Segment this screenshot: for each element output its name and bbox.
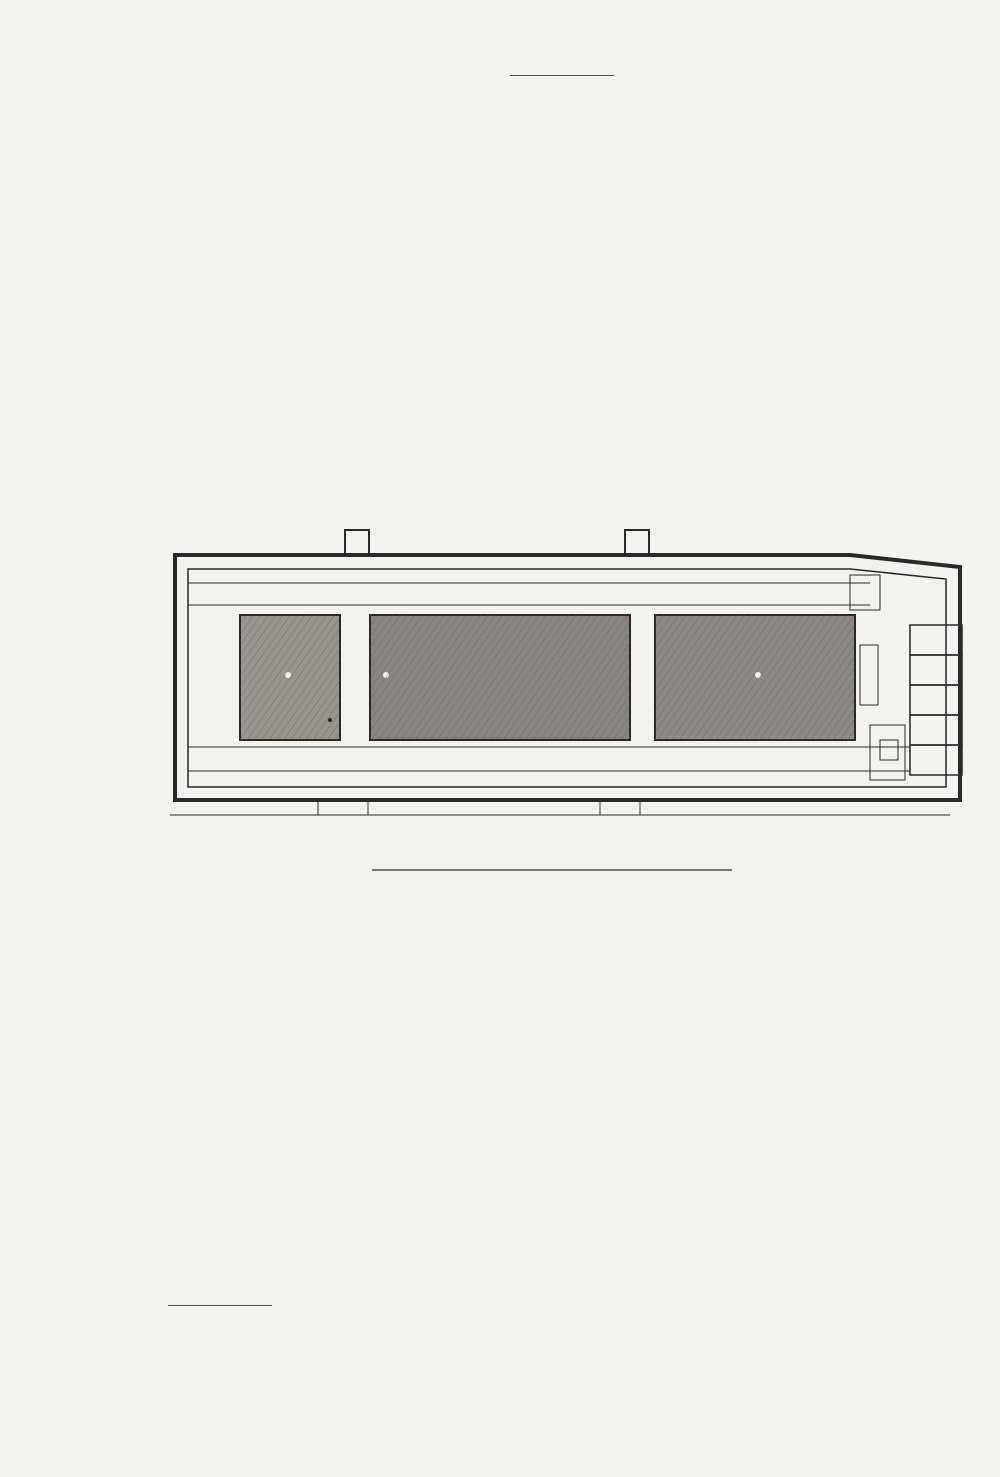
footnote-rule [168,1305,272,1306]
east-stair-block [850,575,905,780]
scale-bar [372,850,772,880]
annex-4 [910,715,962,745]
chapel-left [345,530,369,556]
chapel-right [625,530,649,556]
annex-3 [910,685,962,715]
header-rule [510,75,614,76]
annex-1 [910,625,962,655]
annex-5 [910,745,962,775]
annex-2 [910,655,962,685]
floor-plan [170,525,970,825]
